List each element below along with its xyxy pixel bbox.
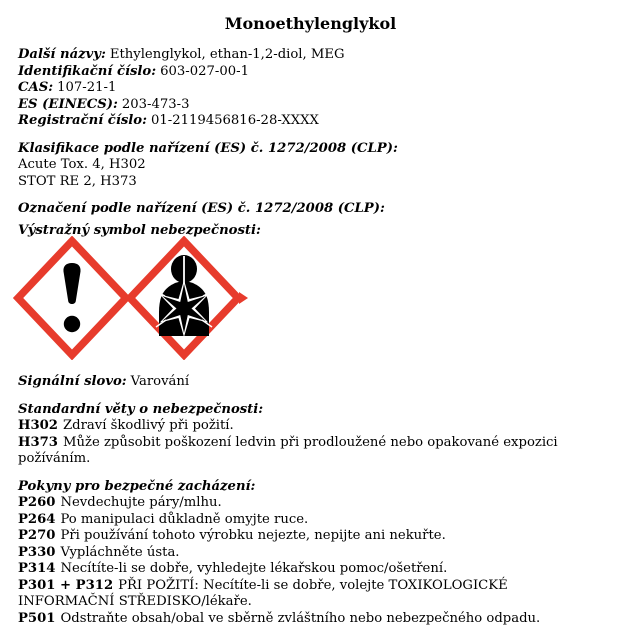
hazard-text: Může způsobit poškození ledvin při prodloužené nebo opakované expozici požíváním.	[18, 434, 567, 466]
precaution-text: Vypláchněte ústa.	[60, 544, 180, 560]
precaution-row	[18, 578, 603, 611]
field-label: Identifikační číslo:	[18, 63, 157, 79]
field-label: Registrační číslo:	[18, 113, 147, 128]
field-value: Ethylenglykol, ethan-1,2-diol, MEG	[109, 47, 345, 62]
hazard-code: H302	[18, 418, 58, 433]
field-value: 107-21-1	[57, 80, 117, 95]
precautionary-statements-block	[18, 479, 603, 628]
clipped-pictogram-tip-icon	[239, 292, 248, 304]
precaution-text: Nevdechujte páry/mlhu.	[60, 495, 222, 510]
precaution-code: P501	[18, 610, 56, 626]
classification-heading: Klasifikace podle nařízení (ES) č. 1272/2008 (CLP):	[18, 140, 398, 156]
pictogram-heading: Výstražný symbol nebezpečnosti:	[18, 222, 261, 238]
precaution-row	[18, 561, 603, 578]
precaution-code: P270	[18, 528, 56, 543]
precaution-code: P314	[18, 561, 56, 576]
precaution-row	[18, 512, 603, 529]
precaution-text: PŘI POŽITÍ: Necítíte-li se dobře, volejte TOXIKOLOGICKÉ INFORMAČNÍ STŘEDISKO/lékaře.	[18, 577, 512, 609]
field-value: 01-2119456816-28-XXXX	[150, 113, 319, 128]
signal-word-value: Varování	[130, 374, 190, 389]
ghs07-exclamation-mark-icon	[13, 236, 131, 360]
field-row	[18, 113, 603, 130]
precaution-row	[18, 545, 603, 562]
ghs08-health-hazard-icon	[125, 236, 243, 360]
hazard-statements-heading: Standardní věty o nebezpečnosti:	[18, 401, 264, 417]
precaution-text: Odstraňte obsah/obal ve sběrně zvláštního nebo nebezpečného odpadu.	[60, 610, 541, 626]
precaution-row	[18, 611, 603, 628]
precaution-code: P330	[18, 544, 56, 560]
hazard-statements-block	[18, 402, 603, 468]
precaution-code: P264	[18, 511, 56, 527]
classification-block	[18, 141, 603, 191]
classification-item: STOT RE 2, H373	[18, 173, 137, 189]
signal-word-label: Signální slovo:	[18, 374, 127, 389]
hazard-statement-row	[18, 418, 603, 435]
hazard-code: H373	[18, 434, 58, 450]
field-value: 603-027-00-1	[160, 63, 249, 79]
precaution-text: Po manipulaci důkladně omyjte ruce.	[60, 511, 309, 527]
precaution-row	[18, 528, 603, 545]
field-row	[18, 64, 603, 81]
field-label: Další názvy:	[18, 47, 106, 62]
labelling-heading: Označení podle nařízení (ES) č. 1272/2008 (CLP):	[18, 201, 385, 216]
field-label: CAS:	[18, 80, 54, 95]
field-row	[18, 80, 603, 97]
precaution-text: Při používání tohoto výrobku nejezte, nepijte ani nekuřte.	[60, 528, 446, 543]
precaution-code: P301 + P312	[18, 577, 114, 593]
identification-block	[18, 47, 603, 130]
precaution-row	[18, 495, 603, 512]
field-row	[18, 47, 603, 64]
field-value: 203-473-3	[121, 96, 190, 112]
precautionary-heading: Pokyny pro bezpečné zacházení:	[18, 478, 256, 494]
hazard-statement-row	[18, 435, 603, 468]
classification-item: Acute Tox. 4, H302	[18, 157, 146, 172]
field-row	[18, 97, 603, 114]
signal-word-row	[18, 374, 603, 391]
hazard-pictograms	[13, 236, 603, 360]
hazard-text: Zdraví škodlivý při požití.	[63, 418, 234, 433]
field-label: ES (EINECS):	[18, 96, 118, 112]
page-title: Monoethylenglykol	[224, 14, 397, 33]
precaution-code: P260	[18, 495, 56, 510]
precaution-text: Necítíte-li se dobře, vyhledejte lékařskou pomoc/ošetření.	[60, 561, 448, 576]
